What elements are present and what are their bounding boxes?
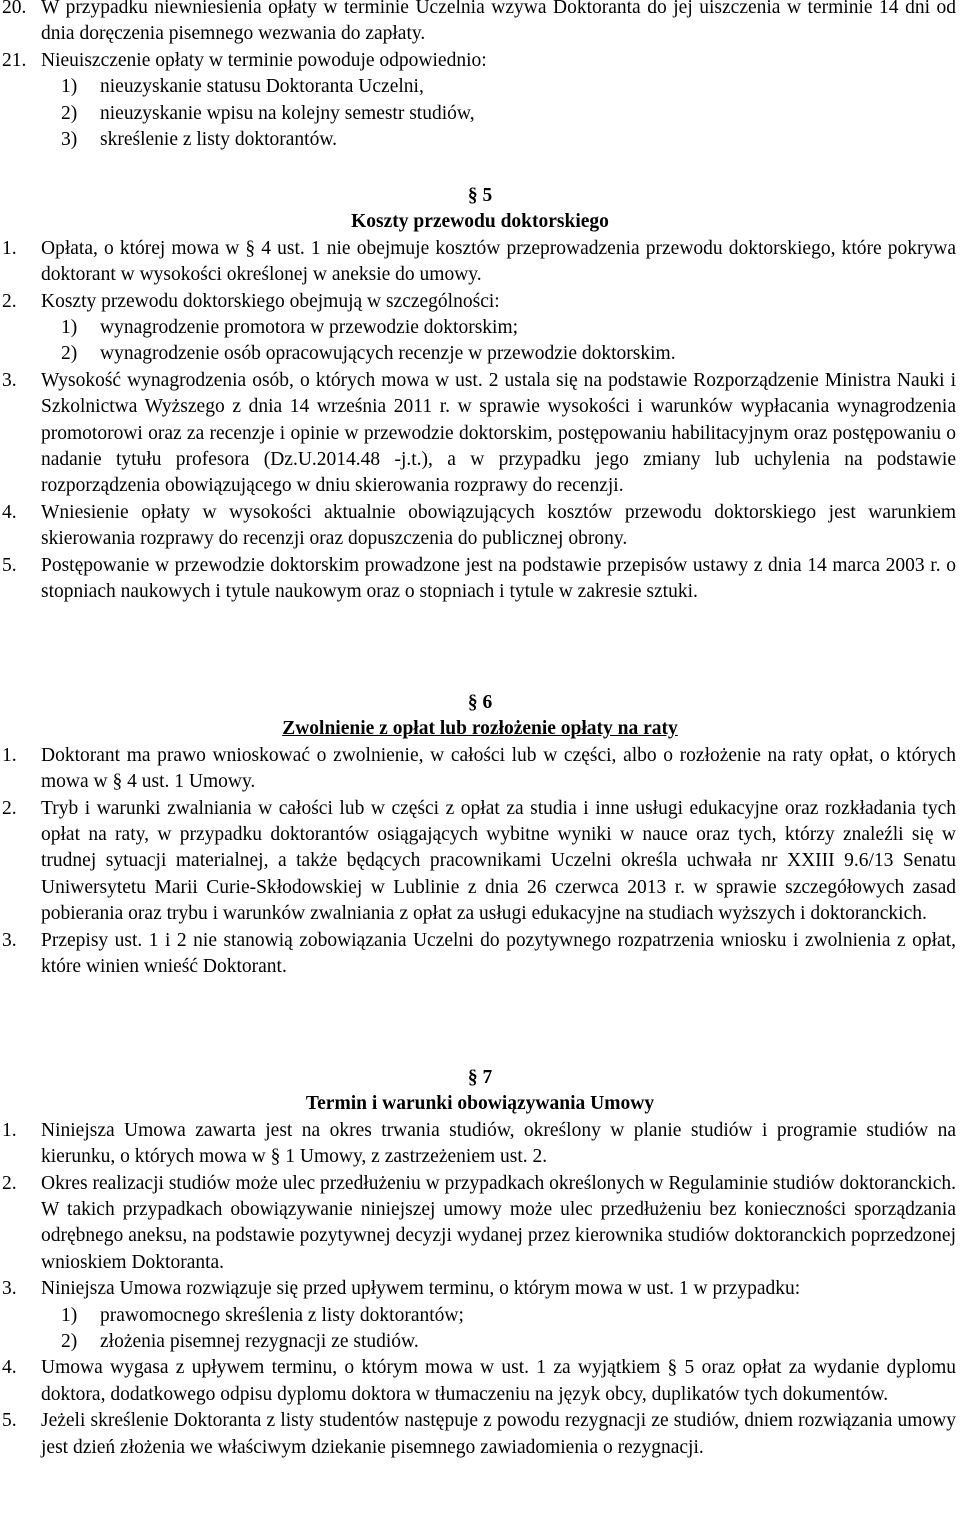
item-text: Niniejsza Umowa rozwiązuje się przed upływem terminu, o którym mowa w ust. 1 w przypadku:	[41, 1278, 801, 1300]
item-text: Koszty przewodu doktorskiego obejmują w szczególności:	[41, 290, 500, 312]
item-text: W przypadku niewniesienia opłaty w terminie Uczelnia wzywa Doktoranta do jej uiszczenia w terminie 14 dni od dnia doręczenia pisemnego wezwania do zapłaty.	[41, 0, 956, 45]
list-item	[0, 1276, 960, 1302]
item-text: Nieuiszczenie opłaty w terminie powoduje odpowiednio:	[41, 49, 487, 71]
item-number: 1.	[2, 1119, 17, 1141]
sub-item	[0, 1303, 960, 1329]
item-text: Tryb i warunki zwalniania w całości lub w części z opłat za studia i inne usługi edukacyjne oraz rozkładania tych opłat na raty, w przypadku doktorantów osiągających wybitne wyniki w nauce oraz tych, którzy znaleźli się w trudnej sytuacji materialnej, a także będących pracownikami Uczelni określa uchwała nr XXIII 9.6/13 Senatu Uniwersytetu Marii Curie-Skłodowskiej w Lublinie z dnia 26 czerwca 2013 r. w sprawie szczegółowych zasad pobierania oraz trybu i warunków zwalniania z opłat za usługi edukacyjne na studiach wyższych i doktoranckich.	[41, 797, 956, 925]
item-number: 1.	[2, 744, 17, 766]
list-item	[0, 553, 960, 606]
top-items	[0, 0, 960, 153]
sub-item-number: 1)	[61, 76, 78, 98]
sub-item-text: skreślenie z listy doktorantów.	[100, 129, 338, 151]
sub-item-number: 1)	[61, 1304, 78, 1326]
section-title: Koszty przewodu doktorskiego	[351, 211, 609, 233]
sub-item	[0, 127, 960, 153]
sub-item-number: 1)	[61, 317, 78, 339]
item-number: 2.	[2, 797, 17, 819]
item-number: 21.	[2, 49, 27, 71]
list-item	[0, 500, 960, 553]
item-number: 3.	[2, 369, 17, 391]
section-7	[0, 1065, 960, 1461]
item-number: 4.	[2, 501, 17, 523]
sub-item-text: nieuzyskanie statusu Doktoranta Uczelni,	[100, 76, 424, 98]
item-number: 1.	[2, 237, 17, 259]
list-item	[0, 743, 960, 796]
sub-item	[0, 101, 960, 127]
section-mark: § 5	[467, 185, 493, 206]
item-text: Postępowanie w przewodzie doktorskim prowadzone jest na podstawie przepisów ustawy z dnia 14 marca 2003 r. o stopniach naukowych i tytule naukowym oraz o stopniach i tytule w zakresie sztuki.	[41, 554, 956, 603]
sub-item-number: 2)	[61, 343, 78, 365]
list-item	[0, 928, 960, 981]
item-text: Okres realizacji studiów może ulec przedłużeniu w przypadkach określonych w Regulaminie studiów doktoranckich. W takich przypadkach obowiązywanie niniejszej umowy może ulec przedłużeniu bez konieczności sporządzania odrębnego aneksu, na podstawie pozytywnej decyzji wydanej przez kierownika studiów doktoranckich poprzedzonej wnioskiem Doktoranta.	[41, 1172, 956, 1273]
list-item	[0, 1171, 960, 1277]
section-title: Termin i warunki obowiązywania Umowy	[305, 1093, 655, 1115]
section-title: Zwolnienie z opłat lub rozłożenie opłaty na raty	[282, 718, 678, 740]
list-item	[0, 289, 960, 315]
sub-item-text: złożenia pisemnej rezygnacji ze studiów.	[100, 1331, 419, 1353]
sub-item	[0, 341, 960, 367]
item-number: 3.	[2, 1278, 17, 1300]
item-number: 2.	[2, 290, 17, 312]
item-number: 2.	[2, 1172, 17, 1194]
section-5	[0, 183, 960, 606]
sub-item-number: 3)	[61, 129, 78, 151]
item-text: Jeżeli skreślenie Doktoranta z listy studentów następuje z powodu rezygnacji ze studiów, dniem rozwiązania umowy jest dzień złożenia we właściwym dziekanie pisemnego zawiadomienia o rezygnacji.	[41, 1410, 956, 1458]
sub-item-text: wynagrodzenie promotora w przewodzie doktorskim;	[100, 317, 519, 339]
list-item	[0, 1118, 960, 1171]
list-item	[0, 796, 960, 928]
sub-item-number: 2)	[61, 1331, 78, 1353]
item-text: Opłata, o której mowa w § 4 ust. 1 nie obejmuje kosztów przeprowadzenia przewodu doktorskiego, które pokrywa doktorant w wysokości określonej w aneksie do umowy.	[41, 237, 956, 286]
item-text: Wysokość wynagrodzenia osób, o których mowa w ust. 2 ustala się na podstawie Rozporządzenie Ministra Nauki i Szkolnictwa Wyższego z dnia 14 września 2011 r. w sprawie wysokości i warunków wypłacania wynagrodzenia promotorowi oraz za recenzje i opinie w przewodzie doktorskim, postępowaniu habilitacyjnym oraz postępowaniu o nadanie tytułu profesora (Dz.U.2014.48 -j.t.), a w przypadku jego zmiany lub uchylenia na podstawie rozporządzenia obowiązującego w dniu skierowania rozprawy do recenzji.	[41, 369, 956, 497]
list-item	[0, 0, 960, 48]
list-item	[0, 236, 960, 289]
sub-item	[0, 74, 960, 100]
list-item	[0, 1408, 960, 1461]
sub-item	[0, 1329, 960, 1355]
list-item	[0, 1355, 960, 1408]
item-text: Niniejsza Umowa zawarta jest na okres trwania studiów, określony w planie studiów i programie studiów na kierunku, o których mowa w § 1 Umowy, z zastrzeżeniem ust. 2.	[41, 1119, 956, 1168]
sub-item	[0, 315, 960, 341]
item-number: 4.	[2, 1357, 17, 1379]
item-text: Umowa wygasa z upływem terminu, o którym mowa w ust. 1 za wyjątkiem § 5 oraz opłat za wydanie dyplomu doktora, dodatkowego odpisu dyplomu doktora w tłumaczeniu na język obcy, duplikatów tych dokumentów.	[41, 1357, 956, 1405]
sub-item-text: prawomocnego skreślenia z listy doktorantów;	[100, 1304, 464, 1326]
item-number: 20.	[2, 0, 27, 18]
list-item	[0, 48, 960, 74]
section-mark: § 6	[467, 692, 493, 713]
item-text: Wniesienie opłaty w wysokości aktualnie obowiązujących kosztów przewodu doktorskiego jest warunkiem skierowania rozprawy do recenzji oraz dopuszczenia do publicznej obrony.	[41, 501, 956, 550]
item-number: 5.	[2, 1410, 17, 1432]
item-text: Doktorant ma prawo wnioskować o zwolnienie, w całości lub w części, albo o rozłożenie na raty opłat, o których mowa w § 4 ust. 1 Umowy.	[41, 744, 956, 793]
sub-item-number: 2)	[61, 102, 78, 124]
sub-item-text: wynagrodzenie osób opracowujących recenzje w przewodzie doktorskim.	[100, 343, 676, 365]
sub-item-text: nieuzyskanie wpisu na kolejny semestr studiów,	[100, 102, 475, 124]
item-text: Przepisy ust. 1 i 2 nie stanowią zobowiązania Uczelni do pozytywnego rozpatrzenia wniosku i zwolnienia z opłat, które winien wnieść Doktorant.	[41, 929, 956, 978]
list-item	[0, 368, 960, 500]
section-6	[0, 690, 960, 980]
section-mark: § 7	[467, 1067, 493, 1088]
item-number: 5.	[2, 554, 17, 576]
item-number: 3.	[2, 929, 17, 951]
